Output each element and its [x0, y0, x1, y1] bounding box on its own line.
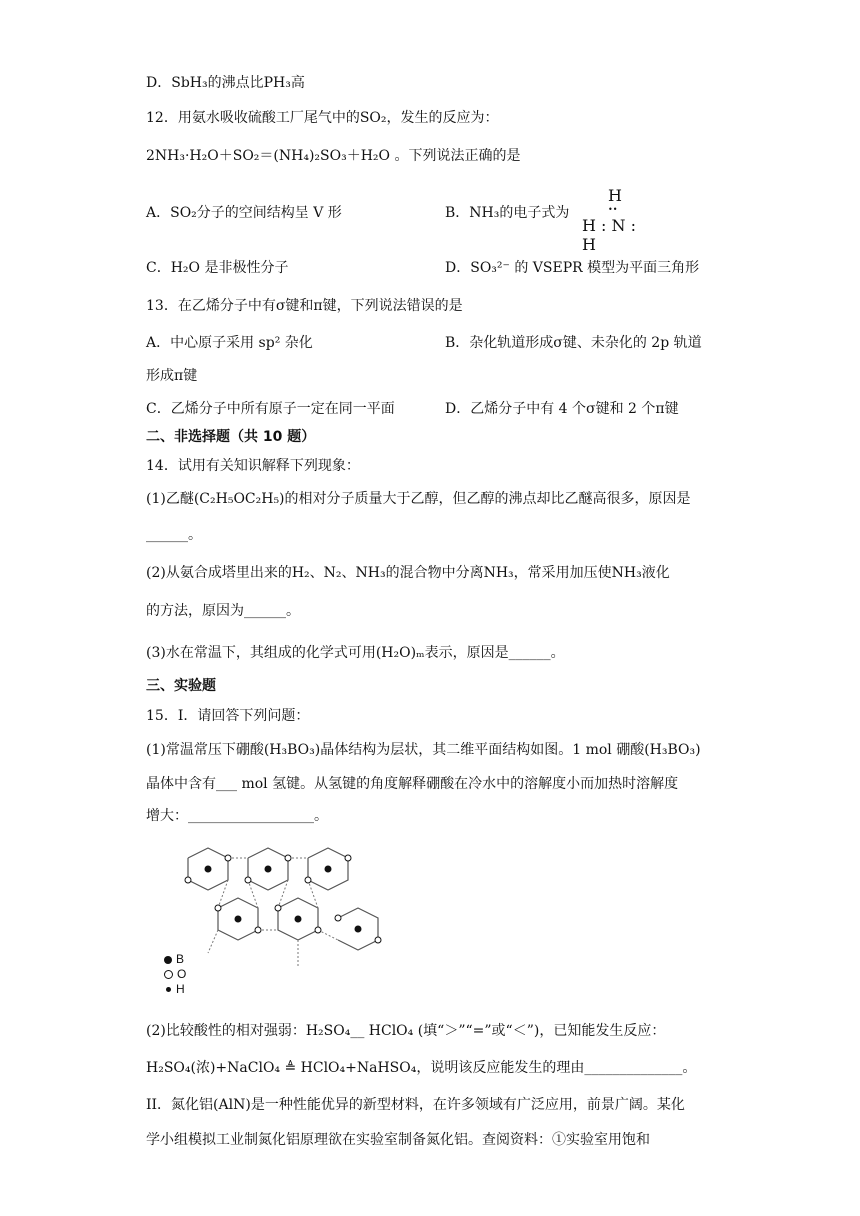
boric-acid-lattice-figure	[158, 838, 388, 1000]
figure-legend	[164, 952, 186, 997]
q15-part2-reaction: H₂SO₄(浓)+NaClO₄ ≜ HClO₄+NaHSO₄，说明该反应能发生的理由______________。	[146, 1060, 697, 1076]
q15-part-II-cont: 学小组模拟工业制氮化铝原理欲在实验室制备氮化铝。查阅资料：①实验室用饱和	[146, 1132, 650, 1148]
q12-option-a: A．SO₂分子的空间结构呈 V 形	[146, 205, 342, 221]
q13-option-b-cont: 形成π键	[146, 368, 198, 384]
q14-part1: (1)乙醚(C₂H₅OC₂H₅)的相对分子质量大于乙醇，但乙醇的沸点却比乙醚高很多，原因是	[146, 491, 691, 507]
q14-part2-cont: 的方法，原因为______。	[146, 603, 300, 619]
lewis-mid: H : N : H	[582, 216, 636, 254]
section-2-heading: 二、非选择题（共 10 题）	[146, 429, 316, 445]
q14-part2: (2)从氨合成塔里出来的H₂、N₂、NH₃的混合物中分离NH₃，常采用加压使NH₃液化	[146, 565, 670, 581]
q15-part1-cont2: 增大：__________________。	[146, 808, 328, 824]
q14-stem: 14．试用有关知识解释下列现象：	[146, 458, 360, 474]
q15-stem: 15．I．请回答下列问题：	[146, 708, 310, 724]
q12-equation: 2NH₃·H₂O＋SO₂＝(NH₄)₂SO₃＋H₂O 。下列说法正确的是	[146, 148, 521, 164]
q13-option-d: D．乙烯分子中有 4 个σ键和 2 个π键	[445, 401, 679, 417]
q15-part1-cont: 晶体中含有___ mol 氢键。从氢键的角度解释硼酸在冷水中的溶解度小而加热时溶解度	[146, 776, 679, 792]
q12-option-b: B．NH₃的电子式为	[445, 205, 570, 221]
q14-part3: (3)水在常温下，其组成的化学式可用(H₂O)ₘ表示，原因是______。	[146, 645, 565, 661]
q12-stem: 12．用氨水吸收硫酸工厂尾气中的SO₂，发生的反应为：	[146, 110, 499, 126]
q14-part1-cont: ______。	[146, 527, 202, 543]
q13-stem: 13．在乙烯分子中有σ键和π键，下列说法错误的是	[146, 298, 463, 314]
q12-option-d: D．SO₃²⁻ 的 VSEPR 模型为平面三角形	[445, 260, 700, 276]
option-d-q11: D．SbH₃的沸点比PH₃高	[146, 75, 305, 91]
legend-b: B	[164, 952, 186, 967]
q13-option-b: B．杂化轨道形成σ键、未杂化的 2p 轨道	[445, 335, 702, 351]
q15-part2: (2)比较酸性的相对强弱：H₂SO₄__ HClO₄ (填“＞”“=”或“＜”)，已知能发生反应：	[146, 1023, 666, 1039]
q13-option-c: C．乙烯分子中所有原子一定在同一平面	[146, 401, 395, 417]
q12-option-c: C．H₂O 是非极性分子	[146, 260, 289, 276]
q15-part-II: II．氮化铝(AlN)是一种性能优异的新型材料，在许多领域有广泛应用，前景广阔。某化	[146, 1097, 685, 1113]
q13-option-a: A．中心原子采用 sp² 杂化	[146, 335, 313, 351]
legend-o: O	[164, 967, 186, 982]
q15-part1: (1)常温常压下硼酸(H₃BO₃)晶体结构为层状，其二维平面结构如图。1 mol 硼酸(H₃BO₃)	[146, 742, 701, 758]
section-3-heading: 三、实验题	[146, 678, 216, 694]
legend-h: H	[164, 982, 186, 997]
lewis-top-h: H	[608, 186, 622, 205]
nh3-electron-formula	[582, 186, 652, 254]
lewis-dots: ••	[608, 205, 618, 214]
